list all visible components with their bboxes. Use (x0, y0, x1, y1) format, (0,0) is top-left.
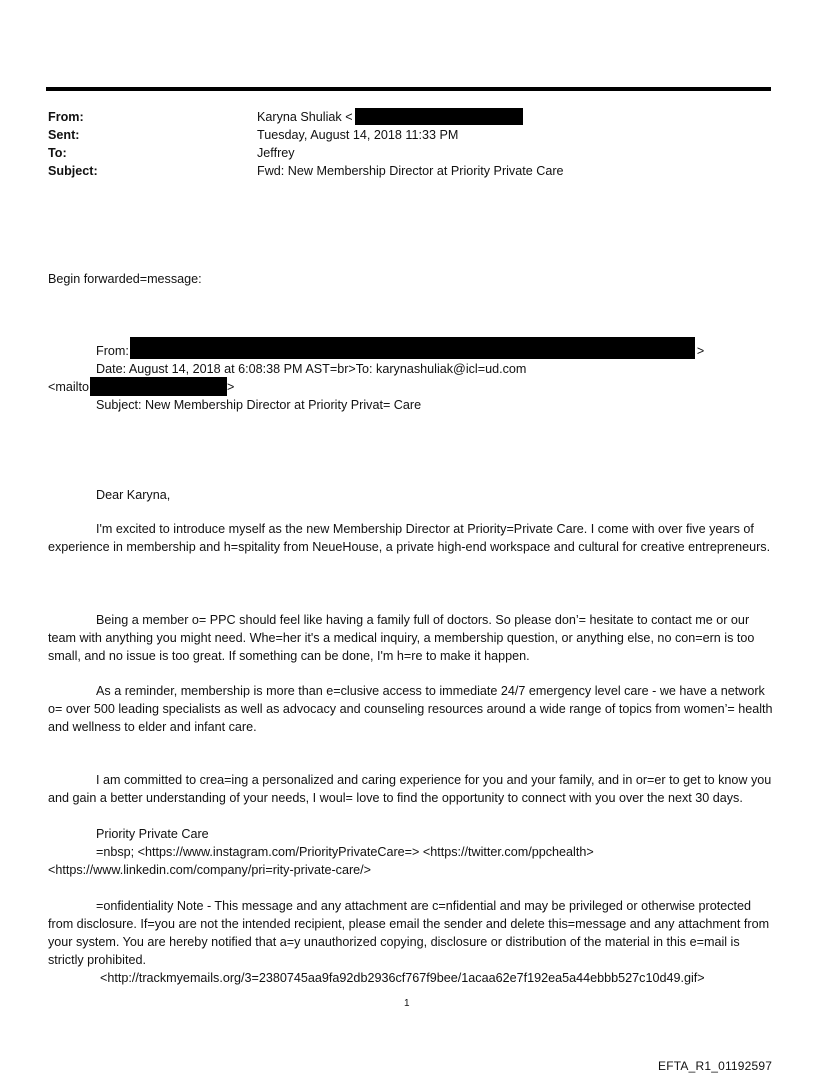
paragraph-reminder (48, 682, 773, 736)
forward-date-line: Date: August 14, 2018 at 6:08:38 PM AST=br>To: karynashuliak@icl=ud.com (96, 362, 527, 376)
to-label: To: (48, 146, 67, 160)
header-sent-row (48, 126, 748, 144)
paragraph-family-text: Being a member o= PPC should feel like having a family full of doctors. So please don’= hesitate to contact me or our team with anything you might need. Whe=her it's a medical inquiry, a membership question, or anything else, no con=ern is too small, and no issue is too great. If something can be done, I'm h=re to make it happen. (48, 613, 755, 663)
bates-number: EFTA_R1_01192597 (658, 1059, 773, 1073)
subject-label: Subject: (48, 164, 98, 178)
header-rule (46, 87, 771, 91)
paragraph-intro (48, 520, 773, 556)
tracking-link[interactable] (100, 969, 705, 987)
header-to-row (48, 144, 748, 162)
mailto-tail: > (226, 380, 235, 394)
sent-label: Sent: (48, 128, 80, 142)
paragraph-intro-text: I'm excited to introduce myself as the new Membership Director at Priority=Private Care. I come with over five years of experience in membership and h=spitality from NeueHouse, a private high-end workspace and cultural for creative entrepreneurs. (48, 522, 771, 554)
social-links-text[interactable]: =nbsp; <https://www.instagram.com/PriorityPrivateCare=> <https://twitter.com/ppchealth> (96, 845, 594, 859)
from-value (257, 108, 523, 126)
forward-from-tail: > (696, 344, 705, 358)
redaction-box (355, 108, 523, 125)
social-links-line[interactable] (96, 843, 594, 861)
greeting: Dear Karyna, (96, 488, 171, 502)
header-subject-row (48, 162, 748, 180)
linkedin-link-text[interactable]: <https://www.linkedin.com/company/pri=rity-private-care/> (48, 863, 372, 877)
linkedin-link[interactable] (48, 861, 371, 879)
forward-mailto-line (48, 378, 234, 396)
paragraph-commitment-text: I am committed to crea=ing a personalized and caring experience for you and your family, and in or=er to get to know you and gain a better understanding of your needs, I woul= love to find the opportunity to connect with you over the next 30 days. (48, 773, 772, 805)
begin-forwarded: Begin forwarded=message: (48, 272, 202, 286)
redaction-box (90, 377, 227, 396)
subject-value: Fwd: New Membership Director at Priority Private Care (257, 164, 564, 178)
paragraph-commitment (48, 771, 773, 807)
paragraph-family (48, 611, 773, 665)
signature-name: Priority Private Care (96, 827, 209, 841)
forward-from-label: From: (96, 344, 129, 358)
sent-value: Tuesday, August 14, 2018 11:33 PM (257, 128, 459, 142)
forward-from-line (96, 342, 704, 360)
redaction-box (130, 337, 695, 359)
page-number: 1 (404, 998, 410, 1009)
mailto-prefix: <mailto (48, 380, 89, 394)
from-name: Karyna Shuliak < (257, 110, 353, 124)
confidentiality-note (48, 897, 773, 969)
from-label: From: (48, 110, 84, 124)
paragraph-reminder-text: As a reminder, membership is more than e=clusive access to immediate 24/7 emergency level care - we have a network o= over 500 leading specialists as well as advocacy and counseling resources around a wide range of topics from women’= health and wellness to elder and infant care. (48, 684, 773, 734)
to-value: Jeffrey (257, 146, 295, 160)
confidentiality-text: =onfidentiality Note - This message and any attachment are c=nfidential and may be privileged or otherwise protected from disclosure. If=you are not the intended recipient, please email the sender and delete this=message and any attachment from your system. You are hereby notified that a=y unauthorized copying, disclosure or distribution of the material in this e=mail is strictly prohibited. (48, 899, 770, 967)
tracking-link-text[interactable]: <http://trackmyemails.org/3=2380745aa9fa92db2936cf767f9bee/1acaa62e7f192ea5a44ebbb527c10d49.gif> (100, 971, 705, 985)
header-from-row (48, 108, 748, 126)
forward-subject-line: Subject: New Membership Director at Priority Privat= Care (96, 398, 422, 412)
